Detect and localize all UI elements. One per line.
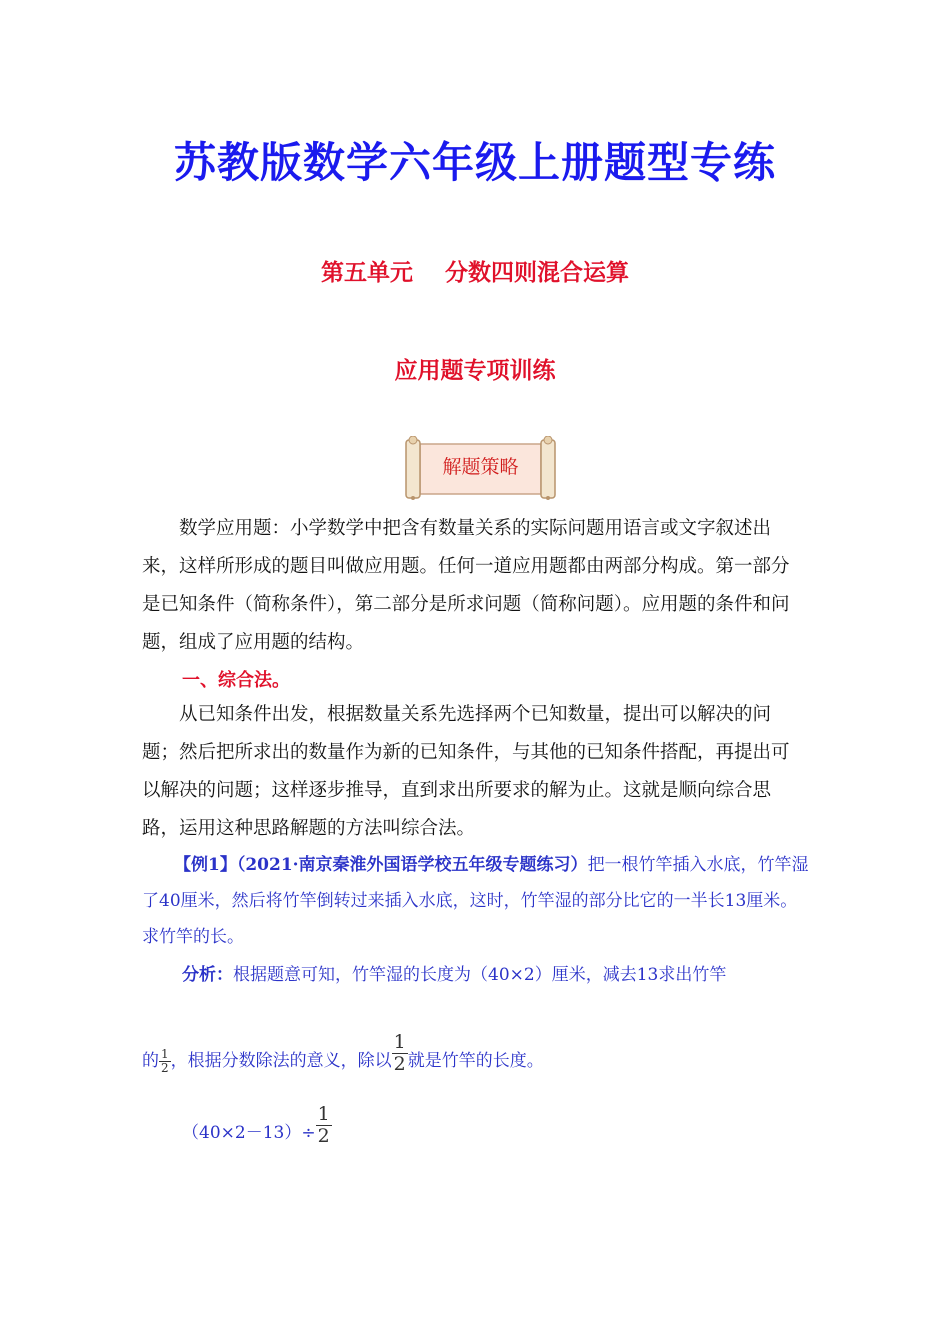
method1-text: 从已知条件出发，根据数量关系先选择两个已知数量，提出可以解决的问题；然后把所求出的数量作为新的已知条件，与其他的已知条件搭配，再提出可以解决的问题；这样逐步推导，直到求出所要求的解为止。这就是顺向综合思路，运用这种思路解题的方法叫综合法。 bbox=[142, 704, 790, 839]
analysis-label: 分析： bbox=[182, 965, 233, 985]
method1-paragraph bbox=[142, 696, 802, 848]
formula-text: （40×2－13）÷ bbox=[182, 1122, 316, 1143]
unit-title: 第五单元 分数四则混合运算 bbox=[320, 260, 630, 286]
section-title: 应用题专项训练 bbox=[394, 358, 556, 384]
formula bbox=[182, 1103, 332, 1155]
example1-tag: 【例1】（2021·南京秦淮外国语学校五年级专题练习） bbox=[174, 855, 588, 875]
strategy-label: 解题策略 bbox=[442, 456, 519, 478]
example1 bbox=[142, 847, 812, 955]
method1-heading: 一、综合法。 bbox=[182, 670, 290, 691]
analysis-continuation bbox=[142, 1031, 544, 1083]
formula-fraction: $\frac{1}{2}$ bbox=[317, 1103, 330, 1147]
example1-text: 把一根竹竿插入水底，竹竿湿了40厘米，然后将竹竿倒转过来插入水底，这时，竹竿湿的部分比它的一半长13厘米。求竹竿的长。 bbox=[142, 855, 809, 947]
analysis-cont-prefix: 的 bbox=[142, 1050, 159, 1071]
intro-paragraph bbox=[142, 510, 802, 662]
page-title: 苏教版数学六年级上册题型专练 bbox=[173, 138, 776, 187]
analysis-text: 根据题意可知，竹竿湿的长度为（40×2）厘米，减去13求出竹竿 bbox=[233, 965, 727, 985]
analysis-cont-suffix: 就是竹竿的长度。 bbox=[407, 1050, 544, 1071]
fraction-half: $\frac{1}{2}$ bbox=[161, 1046, 169, 1075]
analysis-cont-mid: ，根据分数除法的意义，除以 bbox=[170, 1050, 392, 1071]
fraction-half-large: $\frac{1}{2}$ bbox=[393, 1031, 406, 1075]
analysis bbox=[182, 957, 822, 993]
intro-text: 数学应用题：小学数学中把含有数量关系的实际问题用语言或文字叙述出来，这样所形成的题目叫做应用题。任何一道应用题都由两部分构成。第一部分是已知条件（简称条件），第二部分是所求问题（简称问题）。应用题的条件和问题，组成了应用题的结构。 bbox=[142, 518, 790, 653]
